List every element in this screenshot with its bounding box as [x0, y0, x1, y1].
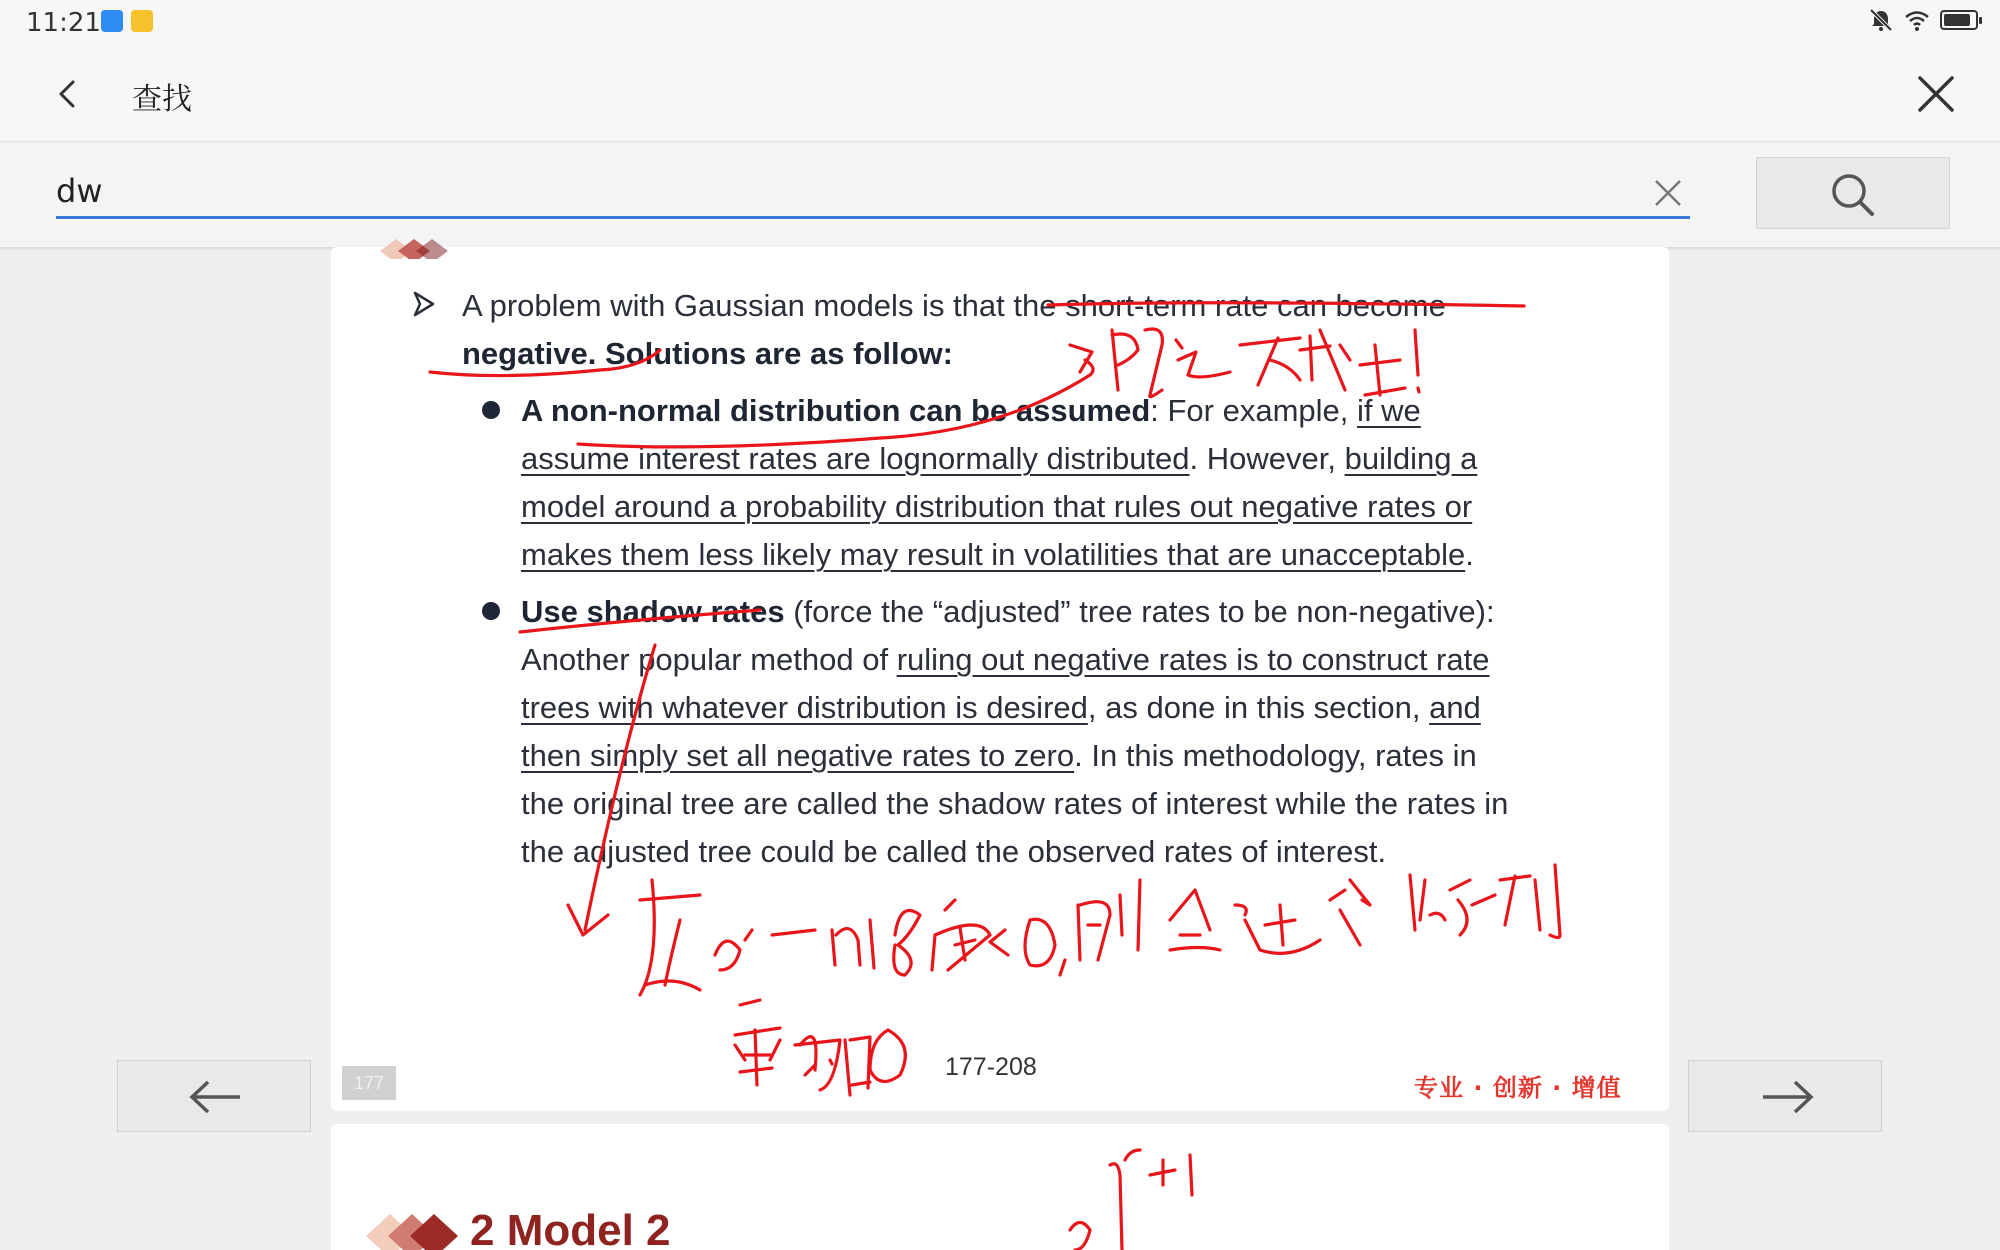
- battery-icon: [1940, 10, 1978, 30]
- bullet1-line-2: assume interest rates are lognormally distributed. However, building a: [521, 441, 1478, 476]
- previous-page-button[interactable]: [117, 1060, 311, 1132]
- bullet2-line-1: Use shadow rates (force the “adjusted” tree rates to be non-negative):: [521, 594, 1495, 629]
- bullet2-line-6: the adjusted tree could be called the observed rates of interest.: [521, 834, 1387, 869]
- section-heading: 2 Model 2: [470, 1206, 671, 1250]
- app-notification-icon: [101, 10, 123, 32]
- bullet1-line-3: model around a probability distribution that rules out negative rates or: [521, 489, 1473, 524]
- arrow-right-icon: [1759, 1079, 1815, 1115]
- page-title: 查找: [132, 82, 192, 117]
- wifi-icon: [1904, 8, 1930, 32]
- footer-slogan: 专业 · 创新 · 增值: [1414, 1074, 1622, 1102]
- search-icon: [1827, 170, 1879, 218]
- search-input[interactable]: [56, 169, 1616, 213]
- bullet1-line-1: A non-normal distribution can be assumed: For example, if we: [521, 393, 1421, 428]
- page-number-badge: 177: [342, 1066, 396, 1100]
- close-button[interactable]: [1912, 70, 1960, 118]
- bullet2-line-2: Another popular method of ruling out negative rates is to construct rate: [521, 642, 1490, 677]
- arrow-left-icon: [188, 1079, 244, 1115]
- status-icons: [1868, 8, 1978, 32]
- section-logo-icon: [366, 1208, 466, 1250]
- arrow-bullet-icon: [413, 291, 435, 317]
- title-bar: [0, 46, 2000, 142]
- search-bar: [0, 143, 2000, 247]
- intro-line-2: negative. Solutions are as follow:: [462, 336, 953, 371]
- bell-off-icon: [1868, 8, 1894, 32]
- search-button[interactable]: [1756, 157, 1950, 229]
- app-notification-icon: [131, 10, 153, 32]
- bullet-dot: [482, 401, 500, 419]
- bullet2-line-5: the original tree are called the shadow rates of interest while the rates in: [521, 786, 1509, 821]
- bullet2-line-3: trees with whatever distribution is desired, as done in this section, and: [521, 690, 1481, 725]
- bullet1-line-4: makes them less likely may result in volatilities that are unacceptable.: [521, 537, 1474, 572]
- back-button[interactable]: [46, 72, 90, 116]
- status-time: 11:21: [26, 8, 101, 38]
- status-bar: [0, 0, 2000, 46]
- search-field: [56, 169, 1690, 219]
- bullet2-line-4: then simply set all negative rates to zero. In this methodology, rates in: [521, 738, 1477, 773]
- next-page-button[interactable]: [1688, 1060, 1882, 1132]
- page-range: 177-208: [945, 1053, 1037, 1081]
- slide-logo-icon: [380, 237, 470, 259]
- intro-line-1: A problem with Gaussian models is that the short-term rate can become: [462, 288, 1446, 323]
- bullet-dot: [482, 602, 500, 620]
- clear-search-button[interactable]: [1652, 177, 1684, 209]
